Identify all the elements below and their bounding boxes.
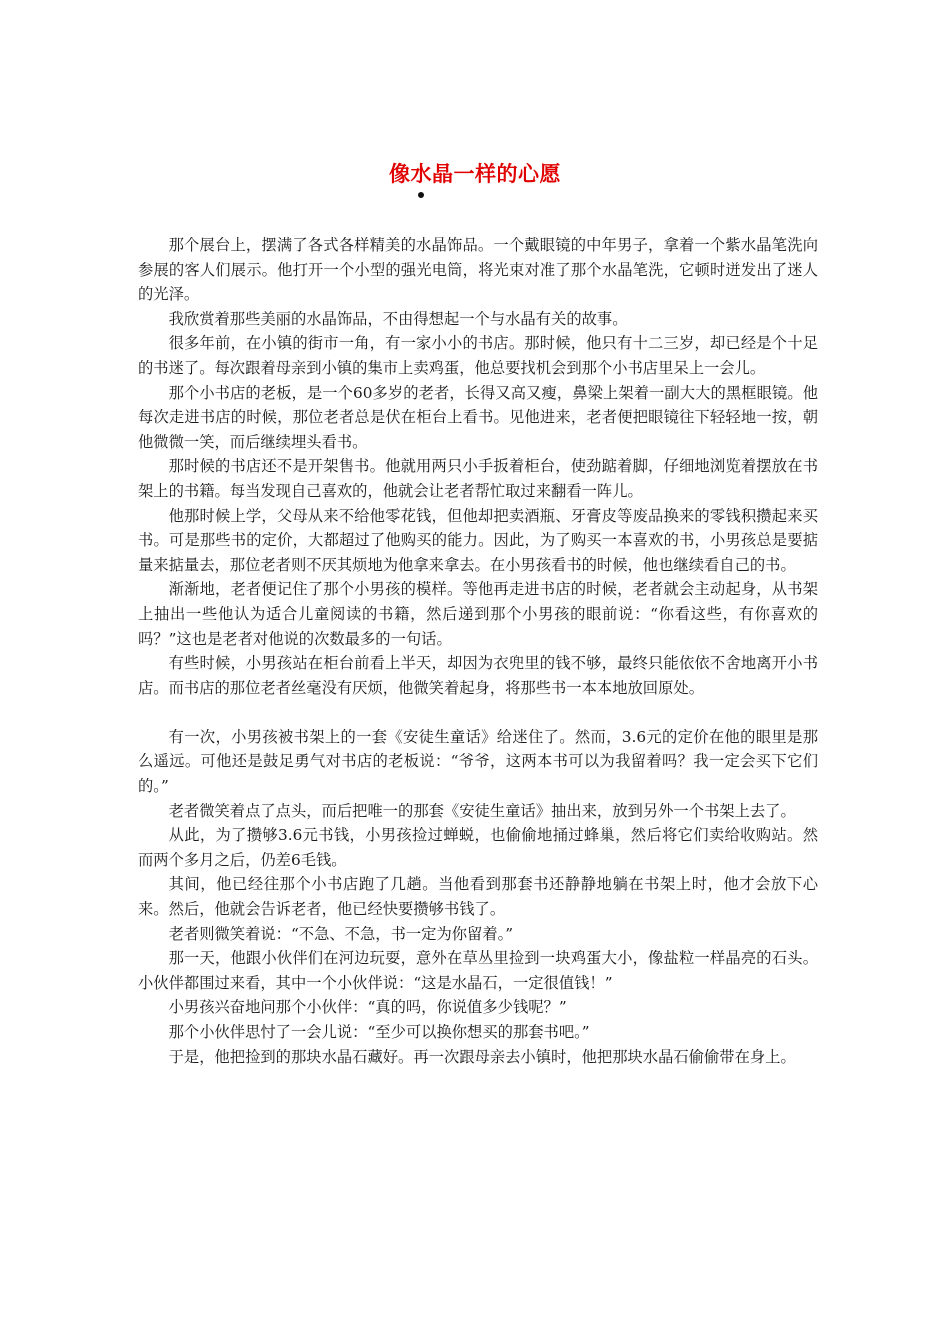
paragraph: 于是，他把捡到的那块水晶石藏好。再一次跟母亲去小镇时，他把那块水晶石偷偷带在身上。 [168, 1047, 796, 1066]
paragraph: 从此，为了攒够3.6元书钱，小男孩捡过蝉蜕，也偷偷地捅过蜂巢，然后将它们卖给收购站。然而两个多月之后，仍差6毛钱。 [138, 826, 818, 869]
bullet-dot [418, 192, 424, 198]
paragraph: 那一天，他跟小伙伴们在河边玩耍，意外在草丛里捡到一块鸡蛋大小，像盐粒一样晶亮的石头。小伙伴都围过来看，其中一个小伙伴说：“这是水晶石，一定很值钱！” [138, 949, 818, 992]
paragraph: 那个小书店的老板，是一个60多岁的老者，长得又高又瘦，鼻梁上架着一副大大的黑框眼镜。他每次走进书店的时候，那位老者总是伏在柜台上看书。见他进来，老者便把眼镜往下轻轻地一按，朝他微微一笑，而后继续埋头看书。 [138, 383, 818, 451]
paragraph: 他那时候上学，父母从来不给他零花钱，但他却把卖酒瓶、牙膏皮等废品换来的零钱积攒起来买书。可是那些书的定价，大都超过了他购买的能力。因此，为了购买一本喜欢的书，小男孩总是要掂量来掂量去，那位老者则不厌其烦地为他拿来拿去。在小男孩看书的时候，他也继续看自己的书。 [138, 506, 818, 574]
paragraph: 那个小伙伴思忖了一会儿说：“至少可以换你想买的那套书吧。” [168, 1023, 590, 1041]
paragraph: 其间，他已经往那个小书店跑了几趟。当他看到那套书还静静地躺在书架上时，他才会放下心来。然后，他就会告诉老者，他已经快要攒够书钱了。 [138, 875, 818, 919]
paragraph: 渐渐地，老者便记住了那个小男孩的模样。等他再走进书店的时候，老者就会主动起身，从书架上抽出一些他认为适合儿童阅读的书籍，然后递到那个小男孩的眼前说：“你看这些，有你喜欢的吗？”这也是老者对他说的次数最多的一句话。 [138, 580, 818, 648]
paragraph: 老者则微笑着说：“不急、不急，书一定为你留着。” [168, 924, 514, 943]
article-body [138, 233, 818, 1069]
paragraph: 那时候的书店还不是开架售书。他就用两只小手扳着柜台，使劲踮着脚，仔细地浏览着摆放在书架上的书籍。每当发现自己喜欢的，他就会让老者帮忙取过来翻看一阵儿。 [138, 457, 818, 500]
paragraph: 有些时候，小男孩站在柜台前看上半天，却因为衣兜里的钱不够，最终只能依依不舍地离开小书店。而书店的那位老者丝毫没有厌烦，他微笑着起身，将那些书一本本地放回原处。 [138, 654, 818, 697]
paragraph: 小男孩兴奋地问那个小伙伴：“真的吗，你说值多少钱呢？” [168, 998, 567, 1017]
paragraph: 我欣赏着那些美丽的水晶饰品，不由得想起一个与水晶有关的故事。 [168, 309, 628, 328]
paragraph: 很多年前，在小镇的街市一角，有一家小小的书店。那时候，他只有十二三岁，却已经是个十足的书迷了。每次跟着母亲到小镇的集市上卖鸡蛋，他总要找机会到那个小书店里呆上一会儿。 [138, 334, 818, 377]
paragraph-gap [138, 700, 818, 725]
paragraph: 老者微笑着点了点头，而后把唯一的那套《安徒生童话》抽出来，放到另外一个书架上去了。 [168, 801, 796, 820]
page-title: 像水晶一样的心愿 [389, 162, 561, 186]
paragraph: 有一次，小男孩被书架上的一套《安徒生童话》给迷住了。然而，3.6元的定价在他的眼里是那么遥远。可他还是鼓足勇气对书店的老板说：“爷爷，这两本书可以为我留着吗？我一定会买下它们的。” [138, 727, 818, 796]
paragraph: 那个展台上，摆满了各式各样精美的水晶饰品。一个戴眼镜的中年男子，拿着一个紫水晶笔洗向参展的客人们展示。他打开一个小型的强光电筒，将光束对准了那个水晶笔洗，它顿时迸发出了迷人的光泽。 [138, 236, 818, 304]
